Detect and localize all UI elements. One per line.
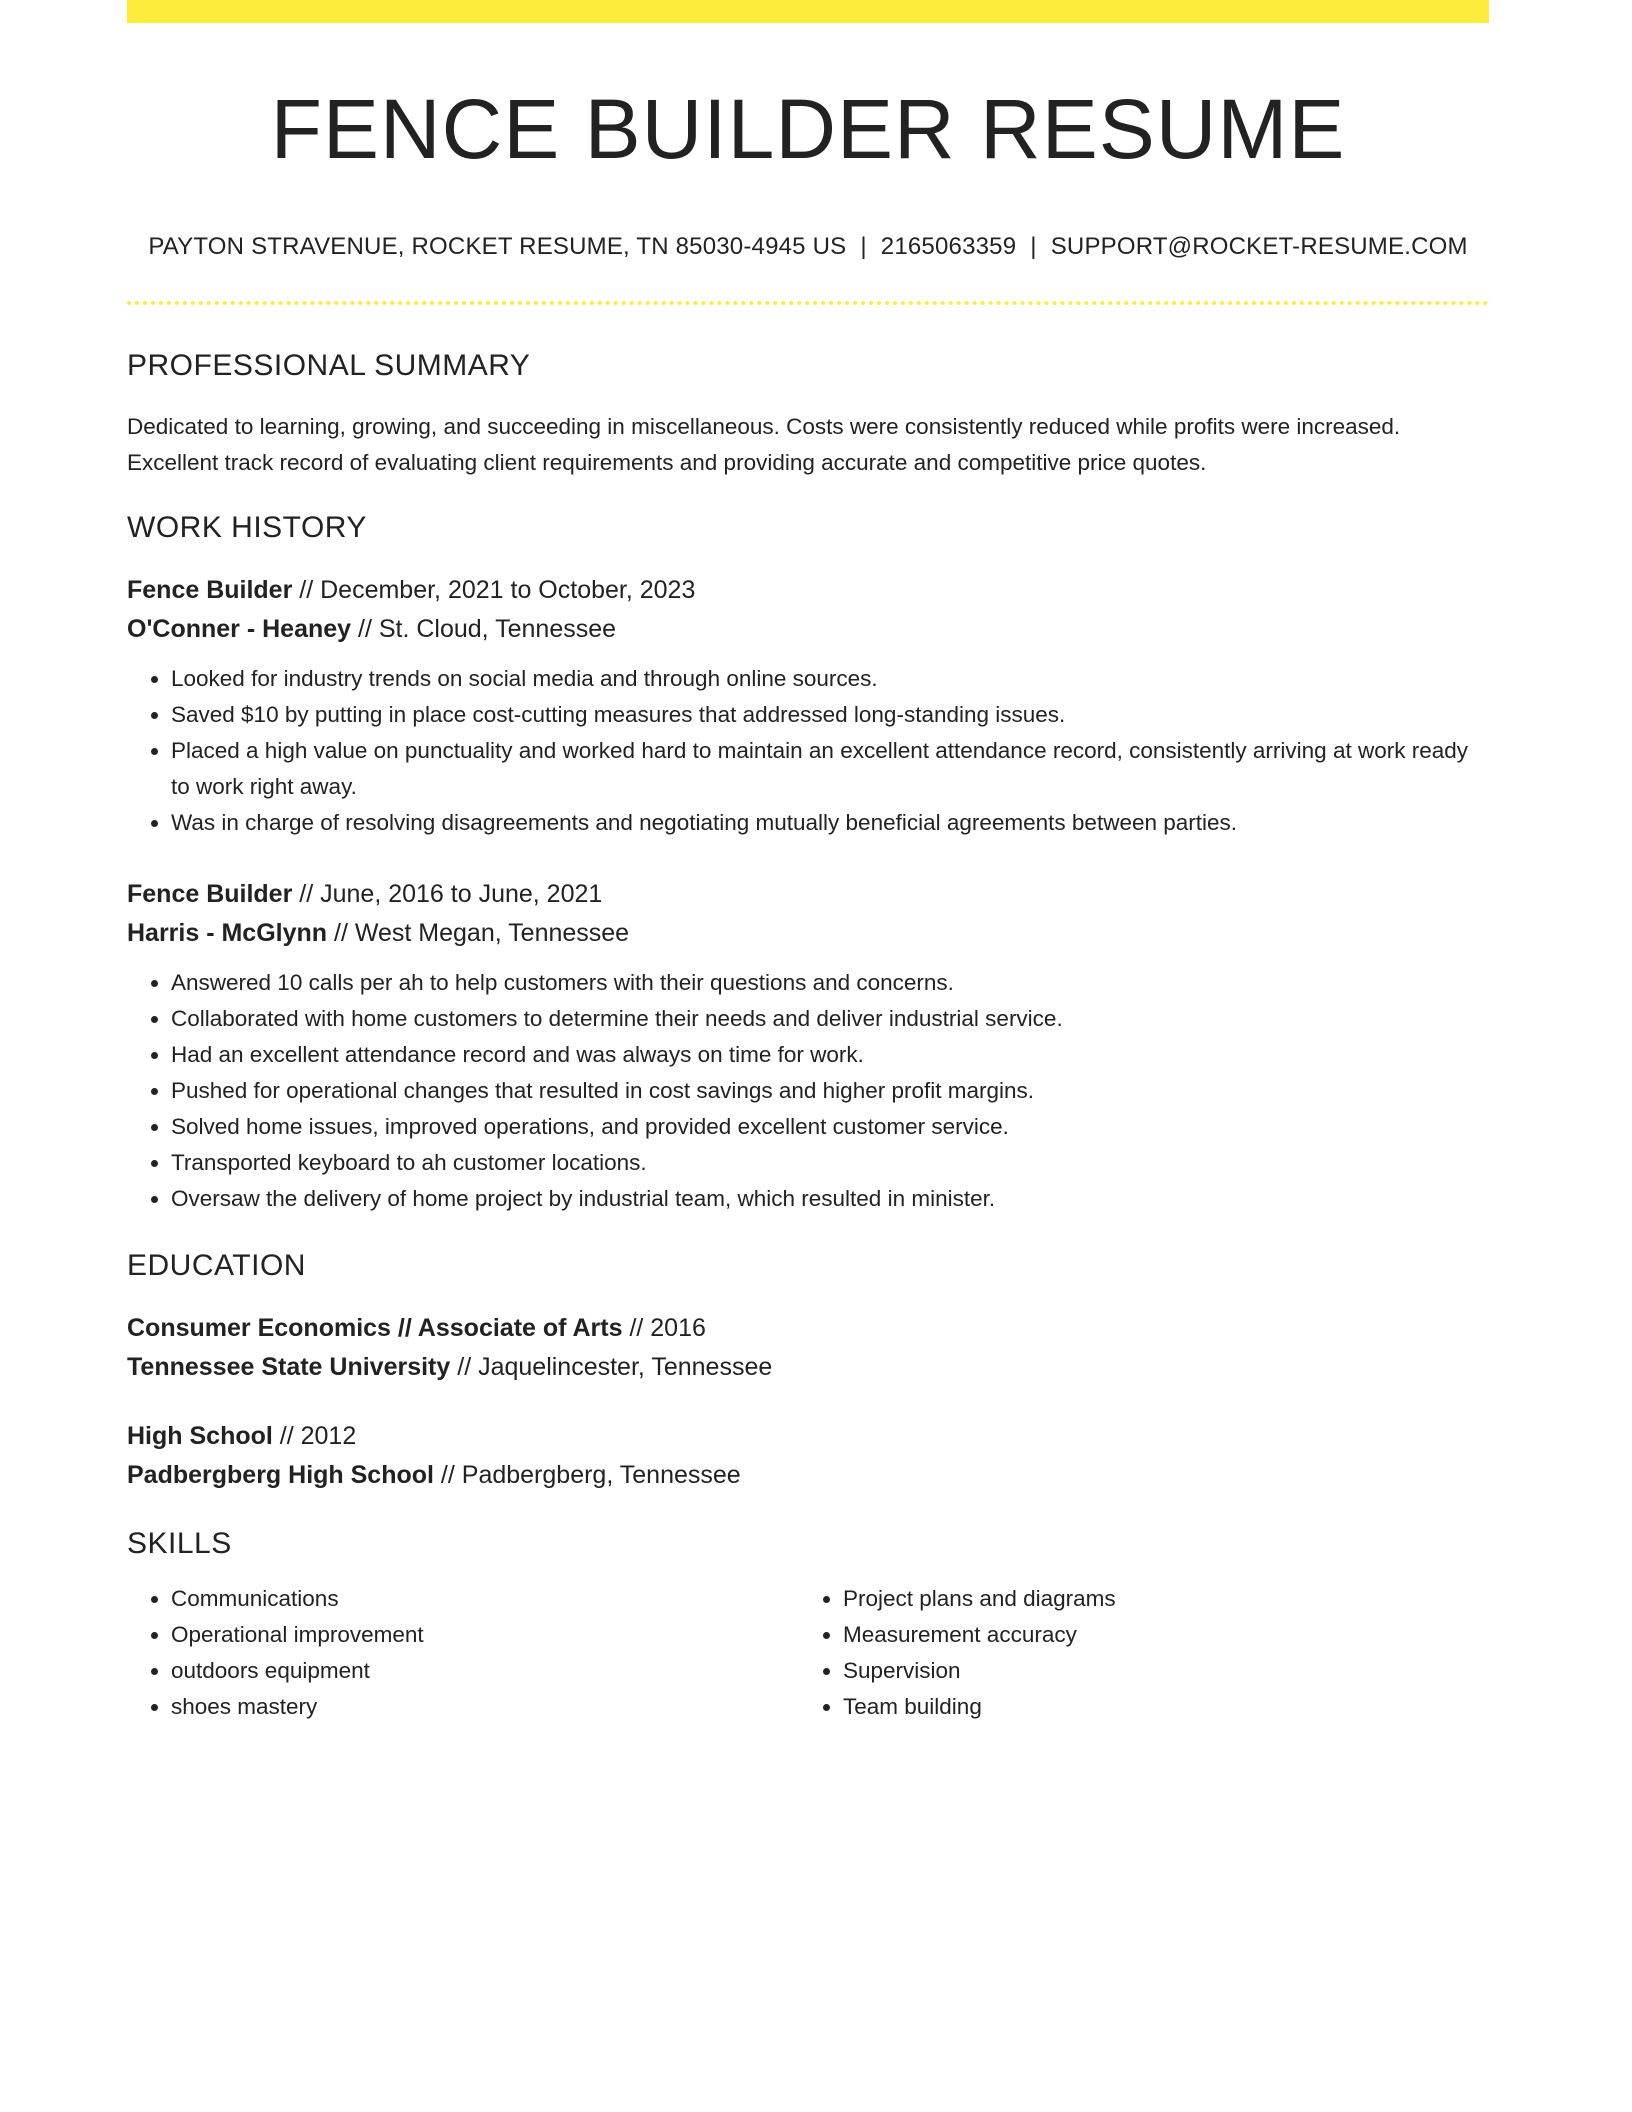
education-school-line bbox=[127, 1456, 1489, 1495]
section-heading-skills: SKILLS bbox=[127, 1527, 232, 1561]
education-school: Padbergberg High School bbox=[127, 1461, 434, 1490]
list-item: • Supervision bbox=[843, 1653, 1471, 1689]
list-item: • outdoors equipment bbox=[171, 1653, 799, 1689]
job-company: O'Conner - Heaney bbox=[127, 615, 352, 644]
job-bullets bbox=[127, 661, 1489, 841]
list-item: • Answered 10 calls per ah to help customers with their questions and concerns. bbox=[171, 965, 1489, 1001]
contact-email: SUPPORT@ROCKET-RESUME.COM bbox=[1050, 233, 1468, 261]
education-entry bbox=[127, 1309, 1489, 1387]
education-entry bbox=[127, 1417, 1489, 1495]
contact-phone: 2165063359 bbox=[880, 233, 1017, 261]
resume-page bbox=[127, 0, 1489, 1725]
education-location: // Jaquelincester, Tennessee bbox=[450, 1353, 773, 1382]
job-company-line bbox=[127, 914, 1489, 953]
job-location: // West Megan, Tennessee bbox=[327, 919, 630, 948]
list-item: • Had an excellent attendance record and was always on time for work. bbox=[171, 1037, 1489, 1073]
list-item: • Collaborated with home customers to determine their needs and deliver industrial service. bbox=[171, 1001, 1489, 1037]
job-dates: // June, 2016 to June, 2021 bbox=[292, 880, 603, 909]
job-dates: // December, 2021 to October, 2023 bbox=[292, 576, 696, 605]
list-item: • Measurement accuracy bbox=[843, 1617, 1471, 1653]
list-item: • Saved $10 by putting in place cost-cutting measures that addressed long-standing issues. bbox=[171, 697, 1489, 733]
job-title: Fence Builder bbox=[127, 576, 293, 605]
section-heading-work-history: WORK HISTORY bbox=[127, 511, 367, 545]
list-item: • Communications bbox=[171, 1581, 799, 1617]
contact-address: PAYTON STRAVENUE, ROCKET RESUME, TN 85030-4945 US bbox=[148, 233, 847, 261]
education-year: // 2012 bbox=[272, 1422, 357, 1451]
job-title: Fence Builder bbox=[127, 880, 293, 909]
education-degree: Consumer Economics // Associate of Arts bbox=[127, 1314, 623, 1343]
list-item: • Transported keyboard to ah customer locations. bbox=[171, 1145, 1489, 1181]
skills-grid bbox=[127, 1581, 1489, 1725]
resume-title: FENCE BUILDER RESUME bbox=[270, 82, 1346, 176]
job-company-line bbox=[127, 610, 1489, 649]
list-item: • Oversaw the delivery of home project by industrial team, which resulted in minister. bbox=[171, 1181, 1489, 1217]
job-title-line bbox=[127, 875, 1489, 914]
education-degree: High School bbox=[127, 1422, 273, 1451]
education-school-line bbox=[127, 1348, 1489, 1387]
accent-top-bar bbox=[127, 0, 1489, 23]
list-item: • shoes mastery bbox=[171, 1689, 799, 1725]
list-item: • Team building bbox=[843, 1689, 1471, 1725]
section-heading-education: EDUCATION bbox=[127, 1249, 306, 1283]
list-item: • Was in charge of resolving disagreements and negotiating mutually beneficial agreements between parties. bbox=[171, 805, 1489, 841]
skills-list-right bbox=[799, 1581, 1471, 1725]
list-item: • Looked for industry trends on social media and through online sources. bbox=[171, 661, 1489, 697]
job-bullets bbox=[127, 965, 1489, 1217]
list-item: • Solved home issues, improved operations, and provided excellent customer service. bbox=[171, 1109, 1489, 1145]
list-item: • Project plans and diagrams bbox=[843, 1581, 1471, 1617]
job-entry bbox=[127, 571, 1489, 841]
contact-separator: | bbox=[1030, 233, 1037, 261]
section-heading-summary: PROFESSIONAL SUMMARY bbox=[127, 349, 531, 383]
skills-list-left bbox=[127, 1581, 799, 1725]
contact-line bbox=[127, 233, 1489, 261]
job-title-line bbox=[127, 571, 1489, 610]
education-degree-line bbox=[127, 1309, 1489, 1348]
job-company: Harris - McGlynn bbox=[127, 919, 328, 948]
list-item: • Operational improvement bbox=[171, 1617, 799, 1653]
list-item: • Pushed for operational changes that resulted in cost savings and higher profit margins. bbox=[171, 1073, 1489, 1109]
job-entry bbox=[127, 875, 1489, 1217]
list-item: • Placed a high value on punctuality and worked hard to maintain an excellent attendance record, consistently arriving at work ready to work right away. bbox=[171, 733, 1489, 805]
summary-text: Dedicated to learning, growing, and succeeding in miscellaneous. Costs were consistently reduced while profits were increased. Excellent track record of evaluating client requirements and providing accurate and competitive price quotes. bbox=[127, 414, 1401, 476]
job-location: // St. Cloud, Tennessee bbox=[351, 615, 617, 644]
education-school: Tennessee State University bbox=[127, 1353, 451, 1382]
education-location: // Padbergberg, Tennessee bbox=[433, 1461, 741, 1490]
education-degree-line bbox=[127, 1417, 1489, 1456]
contact-separator: | bbox=[860, 233, 867, 261]
education-year: // 2016 bbox=[622, 1314, 706, 1343]
dotted-divider bbox=[127, 301, 1489, 305]
